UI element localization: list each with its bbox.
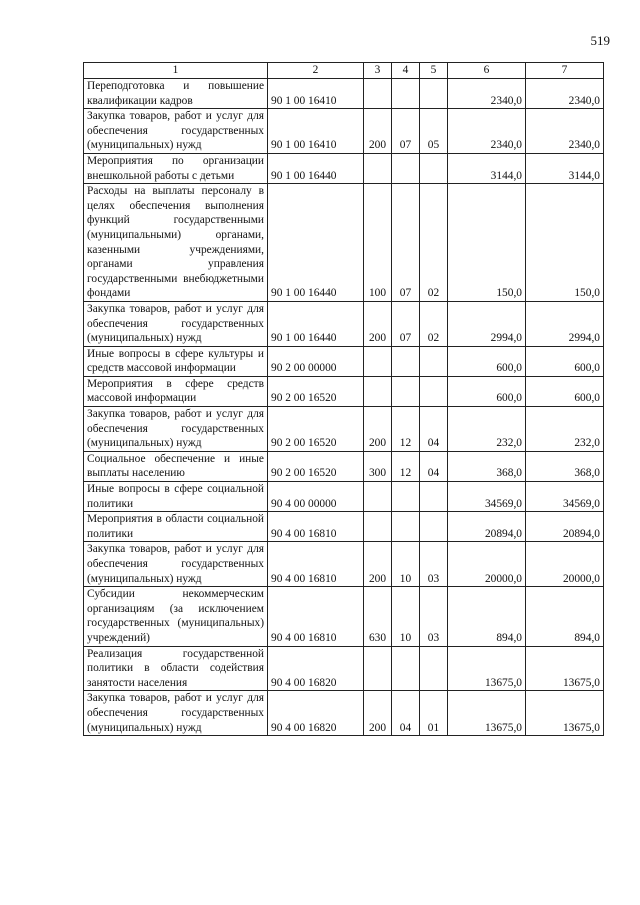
expense-name: Социальное обеспечение и иные выплаты населению <box>84 451 268 481</box>
amount-col6: 2340,0 <box>448 109 526 154</box>
expense-name: Закупка товаров, работ и услуг для обеспечения государственных (муниципальных) нужд <box>84 691 268 736</box>
column-header: 7 <box>526 63 604 79</box>
expense-type <box>364 482 392 512</box>
section: 07 <box>392 301 420 346</box>
subsection: 03 <box>420 587 448 646</box>
amount-col7: 368,0 <box>526 451 604 481</box>
table-row <box>84 376 604 406</box>
target-code: 90 4 00 16810 <box>268 512 364 542</box>
table-row <box>84 79 604 109</box>
amount-col7: 13675,0 <box>526 646 604 691</box>
expense-type <box>364 153 392 183</box>
expense-name: Мероприятия в области социальной политики <box>84 512 268 542</box>
target-code: 90 4 00 16820 <box>268 691 364 736</box>
column-header: 3 <box>364 63 392 79</box>
section: 10 <box>392 542 420 587</box>
column-header: 6 <box>448 63 526 79</box>
amount-col6: 13675,0 <box>448 646 526 691</box>
table-row <box>84 542 604 587</box>
amount-col7: 600,0 <box>526 376 604 406</box>
table-row <box>84 646 604 691</box>
table-row <box>84 512 604 542</box>
section: 07 <box>392 184 420 302</box>
target-code: 90 4 00 16820 <box>268 646 364 691</box>
expense-name: Расходы на выплаты персоналу в целях обеспечения выполнения функций государственными (муниципальными) органами, казенными учреждениями, органами управления государственными внебюджетными фондами <box>84 184 268 302</box>
subsection <box>420 346 448 376</box>
column-header: 2 <box>268 63 364 79</box>
expense-type: 100 <box>364 184 392 302</box>
budget-table <box>83 62 604 736</box>
target-code: 90 1 00 16440 <box>268 301 364 346</box>
amount-col6: 600,0 <box>448 346 526 376</box>
expense-type: 200 <box>364 109 392 154</box>
expense-name: Мероприятия по организации внешкольной работы с детьми <box>84 153 268 183</box>
target-code: 90 1 00 16410 <box>268 79 364 109</box>
amount-col6: 894,0 <box>448 587 526 646</box>
target-code: 90 2 00 16520 <box>268 407 364 452</box>
amount-col6: 600,0 <box>448 376 526 406</box>
expense-type: 200 <box>364 542 392 587</box>
expense-type <box>364 346 392 376</box>
subsection <box>420 482 448 512</box>
expense-type: 630 <box>364 587 392 646</box>
subsection: 02 <box>420 184 448 302</box>
target-code: 90 2 00 16520 <box>268 376 364 406</box>
subsection: 02 <box>420 301 448 346</box>
amount-col6: 13675,0 <box>448 691 526 736</box>
target-code: 90 4 00 16810 <box>268 542 364 587</box>
target-code: 90 2 00 00000 <box>268 346 364 376</box>
subsection <box>420 79 448 109</box>
amount-col6: 2340,0 <box>448 79 526 109</box>
subsection <box>420 376 448 406</box>
column-header: 5 <box>420 63 448 79</box>
expense-type: 200 <box>364 407 392 452</box>
table-row <box>84 184 604 302</box>
table-row <box>84 153 604 183</box>
expense-name: Закупка товаров, работ и услуг для обеспечения государственных (муниципальных) нужд <box>84 301 268 346</box>
section <box>392 79 420 109</box>
expense-type <box>364 376 392 406</box>
target-code: 90 2 00 16520 <box>268 451 364 481</box>
amount-col7: 894,0 <box>526 587 604 646</box>
expense-type: 200 <box>364 691 392 736</box>
table-row <box>84 587 604 646</box>
section <box>392 512 420 542</box>
expense-name: Закупка товаров, работ и услуг для обеспечения государственных (муниципальных) нужд <box>84 542 268 587</box>
amount-col7: 2340,0 <box>526 109 604 154</box>
amount-col7: 2340,0 <box>526 79 604 109</box>
amount-col7: 2994,0 <box>526 301 604 346</box>
table-row <box>84 109 604 154</box>
amount-col6: 20894,0 <box>448 512 526 542</box>
expense-name: Реализация государственной политики в области содействия занятости населения <box>84 646 268 691</box>
section: 04 <box>392 691 420 736</box>
amount-col7: 34569,0 <box>526 482 604 512</box>
amount-col6: 232,0 <box>448 407 526 452</box>
table-row <box>84 346 604 376</box>
expense-name: Закупка товаров, работ и услуг для обеспечения государственных (муниципальных) нужд <box>84 109 268 154</box>
table-row <box>84 407 604 452</box>
section <box>392 376 420 406</box>
target-code: 90 1 00 16440 <box>268 153 364 183</box>
amount-col6: 34569,0 <box>448 482 526 512</box>
subsection: 01 <box>420 691 448 736</box>
subsection: 05 <box>420 109 448 154</box>
expense-type <box>364 646 392 691</box>
amount-col7: 20000,0 <box>526 542 604 587</box>
target-code: 90 1 00 16440 <box>268 184 364 302</box>
subsection <box>420 153 448 183</box>
section <box>392 346 420 376</box>
subsection <box>420 512 448 542</box>
table-row <box>84 482 604 512</box>
column-header: 4 <box>392 63 420 79</box>
expense-type: 300 <box>364 451 392 481</box>
amount-col7: 20894,0 <box>526 512 604 542</box>
expense-name: Иные вопросы в сфере социальной политики <box>84 482 268 512</box>
amount-col6: 368,0 <box>448 451 526 481</box>
page-number: 519 <box>590 33 610 48</box>
target-code: 90 4 00 16810 <box>268 587 364 646</box>
expense-name: Мероприятия в сфере средств массовой информации <box>84 376 268 406</box>
amount-col6: 20000,0 <box>448 542 526 587</box>
table-row <box>84 451 604 481</box>
section <box>392 646 420 691</box>
expense-name: Закупка товаров, работ и услуг для обеспечения государственных (муниципальных) нужд <box>84 407 268 452</box>
section <box>392 153 420 183</box>
subsection: 04 <box>420 407 448 452</box>
target-code: 90 4 00 00000 <box>268 482 364 512</box>
section: 12 <box>392 407 420 452</box>
subsection: 04 <box>420 451 448 481</box>
amount-col6: 3144,0 <box>448 153 526 183</box>
section <box>392 482 420 512</box>
section: 07 <box>392 109 420 154</box>
expense-name: Субсидии некоммерческим организациям (за исключением государственных (муниципальных) учреждений) <box>84 587 268 646</box>
target-code: 90 1 00 16410 <box>268 109 364 154</box>
section: 12 <box>392 451 420 481</box>
amount-col7: 3144,0 <box>526 153 604 183</box>
expense-name: Переподготовка и повышение квалификации кадров <box>84 79 268 109</box>
amount-col6: 150,0 <box>448 184 526 302</box>
amount-col7: 600,0 <box>526 346 604 376</box>
column-header: 1 <box>84 63 268 79</box>
amount-col6: 2994,0 <box>448 301 526 346</box>
expense-type <box>364 512 392 542</box>
subsection <box>420 646 448 691</box>
table-header-row <box>84 63 604 79</box>
amount-col7: 13675,0 <box>526 691 604 736</box>
section: 10 <box>392 587 420 646</box>
amount-col7: 150,0 <box>526 184 604 302</box>
amount-col7: 232,0 <box>526 407 604 452</box>
table-row <box>84 301 604 346</box>
expense-name: Иные вопросы в сфере культуры и средств массовой информации <box>84 346 268 376</box>
table-row <box>84 691 604 736</box>
expense-type: 200 <box>364 301 392 346</box>
subsection: 03 <box>420 542 448 587</box>
expense-type <box>364 79 392 109</box>
